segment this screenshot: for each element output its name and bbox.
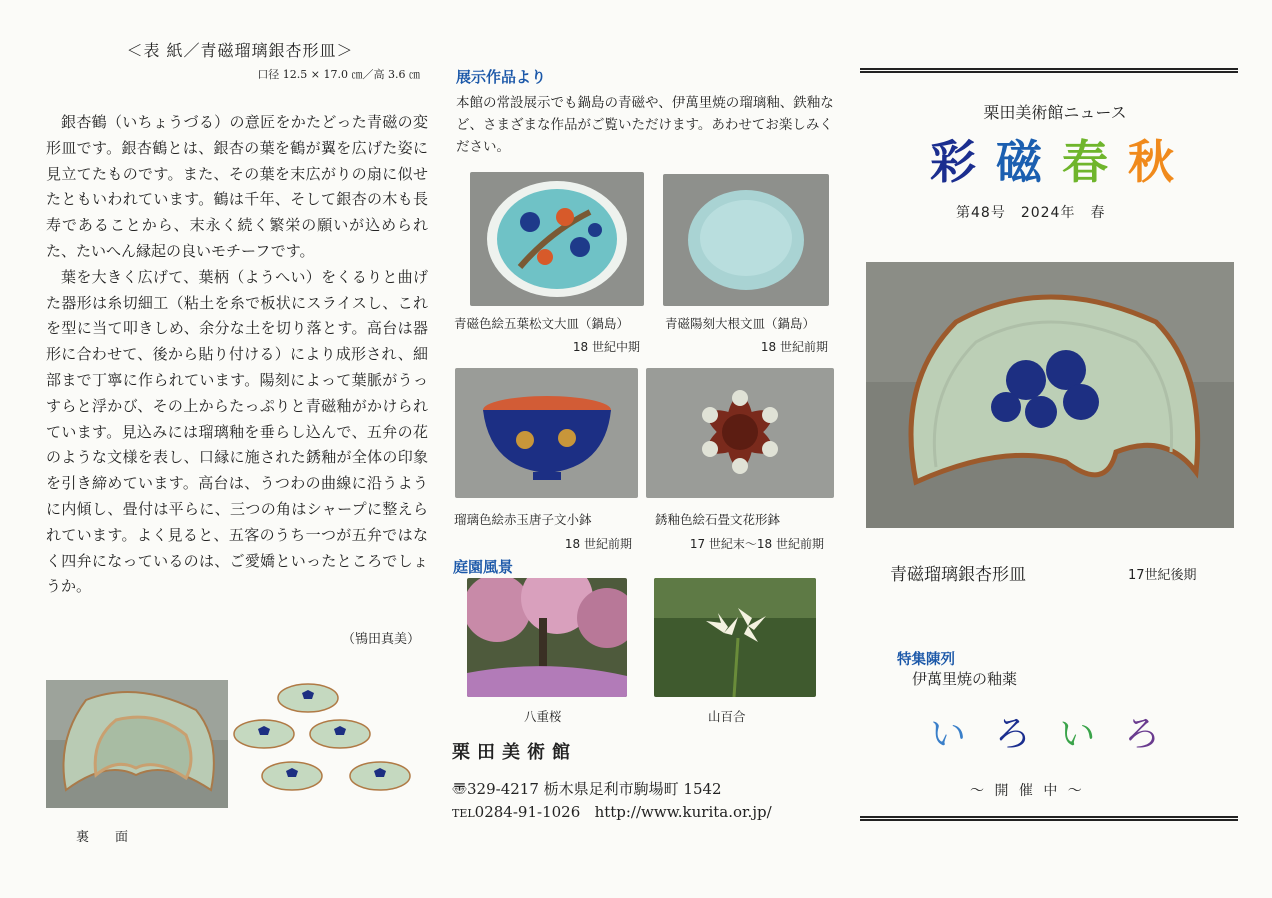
exhibit-period-3: 18 世紀前期: [564, 537, 632, 551]
title-char-1: 彩: [929, 135, 978, 189]
tel-number: 0284-91-1026: [474, 803, 581, 821]
newsletter-label: 栗田美術館ニュース: [983, 103, 1127, 122]
garden-photo-cherry: [467, 578, 627, 697]
exhibit-intro: 本館の常設展示でも鍋島の青磁や、伊萬里焼の瑠璃釉、鉄釉など、さまざまな作品がご覧いただけます。あわせてお楽しみください。: [456, 95, 834, 155]
special-exhibit-title: [930, 706, 1160, 757]
exhibit-period-4: 17 世紀末～18 世紀前期: [689, 537, 824, 551]
address-text: 329-4217 栃木県足利市駒場町 1542: [467, 780, 722, 798]
iroiro-char-3: い: [1059, 714, 1096, 755]
museum-name: 栗田美術館: [452, 742, 577, 763]
cover-dimensions: 口径 12.5 × 17.0 ㎝／高 3.6 ㎝: [257, 68, 420, 81]
iroiro-char-4: ろ: [1123, 714, 1160, 755]
exhibit-heading: 展示作品より: [456, 68, 547, 86]
garden-photo-lily: [654, 578, 816, 697]
exhibit-photo-blue-bowl: [455, 368, 638, 498]
title-char-3: 春: [1062, 135, 1110, 189]
special-exhibit-heading: 特集陳列: [897, 652, 955, 668]
cover-dish-photo: [866, 262, 1234, 528]
iroiro-char-1: い: [930, 714, 967, 755]
exhibit-photo-flower-bowl: [646, 368, 834, 498]
tel-mark-icon: TEL: [452, 807, 475, 820]
exhibit-caption-4: 銹釉色絵石畳文花形鉢: [655, 512, 781, 527]
exhibit-caption-1: 青磁色絵五葉松文大皿（鍋島）: [454, 316, 630, 331]
website-link[interactable]: http://www.kurita.or.jp/: [594, 803, 772, 821]
cover-paragraph-2: 葉を大きく広げて、葉柄（ようへい）をくるりと曲げた器形は糸切細工（粘土を糸で板状にスライスし、これを型に当て叩きしめ、余分な土を切り落とす。高台は器形に合わせて、後から貼り付ける）により成形され、細部まで丁寧に作られています。陽刻によって葉脈がうっすらと浮かび、その上からたっぷりと青磁釉がかけられています。見込みには瑠璃釉を垂らし込んで、五弁の花のような文様を表し、口縁に施された銹釉が全体の印象を引き締めています。高台は、うつわの曲線に沿うように内傾し、畳付は平らに、三つの角はシャープに整えられています。よく見ると、五客のうち一つが五弁ではなく四弁になっているのは、ご愛嬌といったところでしょうか。: [46, 267, 428, 596]
now-open-label: ～ 開 催 中 ～: [970, 783, 1085, 799]
exhibit-photo-celadon-plate: [663, 174, 829, 306]
top-rule: [860, 68, 1238, 73]
museum-contact: [452, 803, 772, 821]
garden-caption-2: 山百合: [708, 709, 746, 724]
museum-address: [452, 778, 722, 799]
cover-description: [46, 110, 428, 600]
special-exhibit-subtitle: 伊萬里焼の釉薬: [912, 670, 1018, 688]
iroiro-char-2: ろ: [994, 714, 1031, 755]
issue-number: 第48号 2024年 春: [956, 205, 1106, 221]
cover-dish-period: 17世紀後期: [1128, 568, 1197, 583]
exhibit-caption-2: 青磁陽刻大根文皿（鍋島）: [665, 316, 816, 331]
exhibit-period-1: 18 世紀中期: [572, 340, 640, 354]
exhibit-caption-3: 瑠璃色絵赤玉唐子文小鉢: [454, 512, 592, 527]
dish-set-photo: [230, 680, 440, 810]
newsletter-title: [908, 126, 1198, 192]
title-char-4: 秋: [1128, 135, 1177, 189]
cover-dish-caption: 青磁瑠璃銀杏形皿: [890, 565, 1026, 585]
exhibit-period-2: 18 世紀前期: [760, 340, 828, 354]
back-side-photo: [46, 680, 228, 808]
back-side-label: 裏 面: [76, 830, 129, 845]
postal-mark-icon: 〠: [452, 780, 468, 798]
cover-paragraph-1: 銀杏鶴（いちょうづる）の意匠をかたどった青磁の変形皿です。銀杏鶴とは、銀杏の葉を鶴が翼を広げた姿に見立てたものです。また、その葉を末広がりの扇に似せたともいわれています。鶴は千年、そして銀杏の木も長寿であることから、末永く続く繁栄の願いが込められた、たいへん縁起の良いモチーフです。: [46, 113, 428, 260]
garden-heading: 庭園風景: [453, 558, 514, 576]
cover-title: ＜表 紙／青磁瑠璃銀杏形皿＞: [126, 41, 354, 60]
title-char-2: 磁: [995, 135, 1044, 189]
bottom-rule: [860, 816, 1238, 821]
author-credit: （鴇田真美）: [341, 632, 420, 647]
garden-caption-1: 八重桜: [524, 709, 562, 724]
exhibit-photo-pine-plate: [470, 172, 644, 306]
